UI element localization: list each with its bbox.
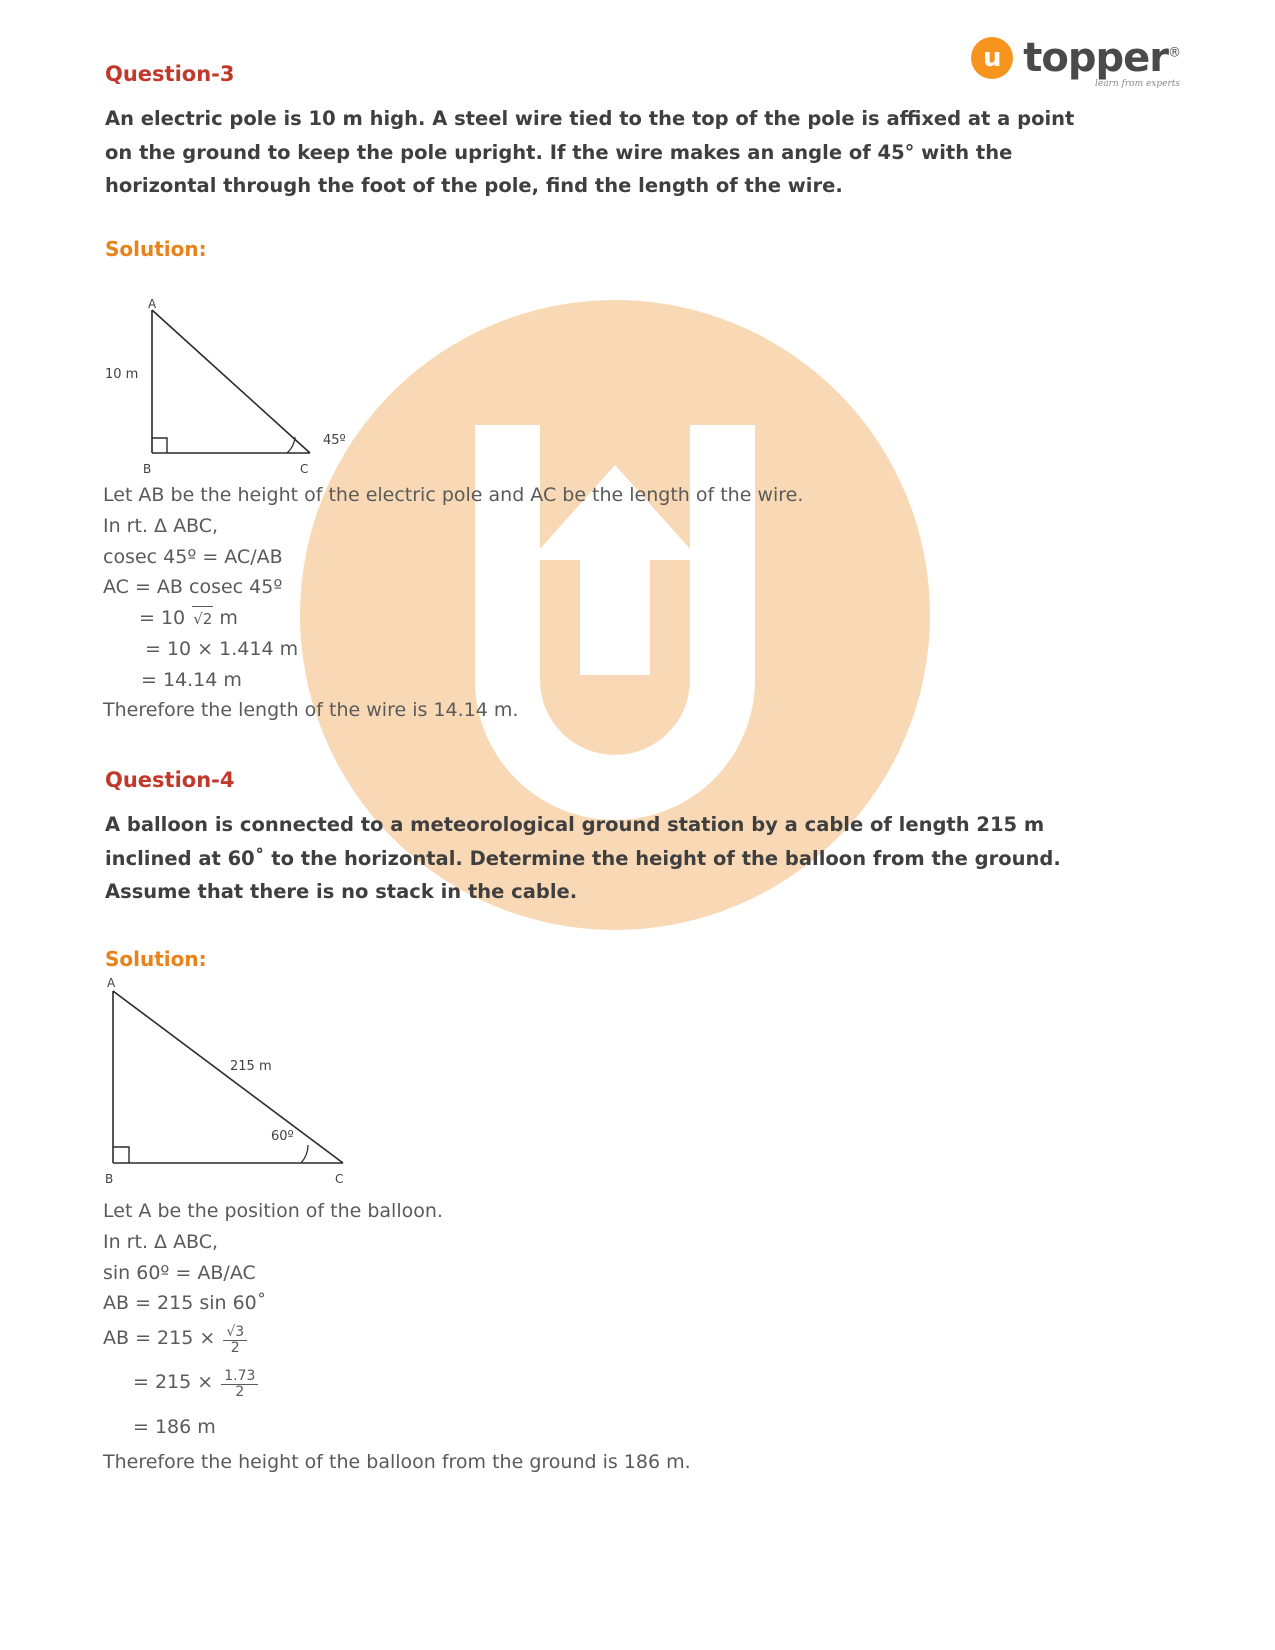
figure2-label-a: A — [107, 976, 116, 990]
solution3-line-1: Let AB be the height of the electric pole and AC be the length of the wire. — [103, 484, 804, 506]
solution3-step-1 — [103, 603, 803, 634]
solution4-step1-prefix: AB = 215 × — [103, 1327, 216, 1350]
topper-logo-word: topper — [1023, 35, 1168, 81]
solution4-line-1: Let A be the position of the balloon. — [103, 1200, 443, 1222]
topper-logo — [971, 35, 1180, 89]
topper-logo-text — [1023, 35, 1180, 81]
solution3-line-4: AC = AB cosec 45º — [103, 576, 283, 599]
figure1-label-side: 10 m — [105, 367, 139, 382]
figure-triangle-balloon — [95, 975, 405, 1190]
question-3-solution-label: Solution: — [105, 236, 207, 261]
solution4-conclusion: Therefore the height of the balloon from the ground is 186 m. — [103, 1450, 691, 1473]
question-3-text: An electric pole is 10 m high. A steel wire tied to the top of the pole is affixed at a point on the ground to keep the pole upright. If the wire makes an angle of 45° with the horizontal through the foot of the pole, find the length of the wire. — [105, 107, 1075, 198]
solution4-step2-num: 1.73 — [224, 1368, 256, 1385]
topper-tagline: learn from experts — [1094, 79, 1180, 89]
question-3-solution-text — [103, 480, 803, 726]
solution4-step1-num: √3 — [226, 1324, 245, 1341]
question-4-text: A balloon is connected to a meteorological ground station by a cable of length 215 m inclined at 60˚ to the horizontal. Determine the height of the balloon from the ground. Assume that there is no stack in the cable. — [105, 813, 1061, 904]
sqrt-icon: √2 — [192, 606, 213, 631]
solution3-line-2: In rt. Δ ABC, — [103, 514, 219, 537]
solution4-step2-den: 2 — [221, 1384, 258, 1400]
question-4-solution-label: Solution: — [105, 946, 207, 971]
figure2-label-c: C — [335, 1172, 344, 1186]
figure2-label-angle: 60º — [271, 1129, 294, 1144]
question-3-heading: Question-3 — [105, 62, 235, 86]
solution4-line-2: In rt. Δ ABC, — [103, 1230, 219, 1253]
figure1-label-b: B — [143, 462, 152, 476]
fraction-root3-over-2 — [223, 1325, 247, 1355]
solution4-step-3: = 186 m — [133, 1415, 216, 1438]
question-4-block — [105, 768, 1105, 977]
topper-logo-mark: u — [971, 37, 1013, 79]
question-4-heading: Question-4 — [105, 768, 235, 792]
solution3-conclusion: Therefore the length of the wire is 14.14 m. — [103, 699, 519, 722]
solution4-step-1 — [103, 1323, 691, 1355]
solution3-step1-prefix: = 10 — [139, 607, 186, 630]
solution3-step-3: = 14.14 m — [141, 668, 242, 691]
solution4-step-2 — [103, 1367, 691, 1399]
question-4-solution-text — [103, 1196, 691, 1477]
solution4-line-4: AB = 215 sin 60˚ — [103, 1292, 267, 1315]
figure2-label-b: B — [105, 1172, 114, 1186]
solution4-step1-den: 2 — [223, 1340, 247, 1356]
figure-triangle-pole — [95, 296, 435, 476]
figure1-label-angle: 45º — [323, 433, 346, 448]
solution3-step1-radicand: 2 — [202, 610, 213, 629]
solution3-line-3: cosec 45º = AC/AB — [103, 545, 283, 568]
solution4-line-3: sin 60º = AB/AC — [103, 1261, 256, 1284]
figure2-label-side: 215 m — [230, 1059, 272, 1074]
figure1-label-a: A — [148, 297, 157, 311]
registered-mark: ® — [1168, 45, 1180, 61]
solution3-step-2: = 10 × 1.414 m — [145, 637, 299, 660]
figure1-label-c: C — [300, 462, 309, 476]
solution4-step2-prefix: = 215 × — [133, 1371, 214, 1394]
question-3-block — [105, 62, 1105, 267]
fraction-173-over-2 — [221, 1369, 258, 1399]
solution3-step1-suffix: m — [219, 607, 238, 630]
